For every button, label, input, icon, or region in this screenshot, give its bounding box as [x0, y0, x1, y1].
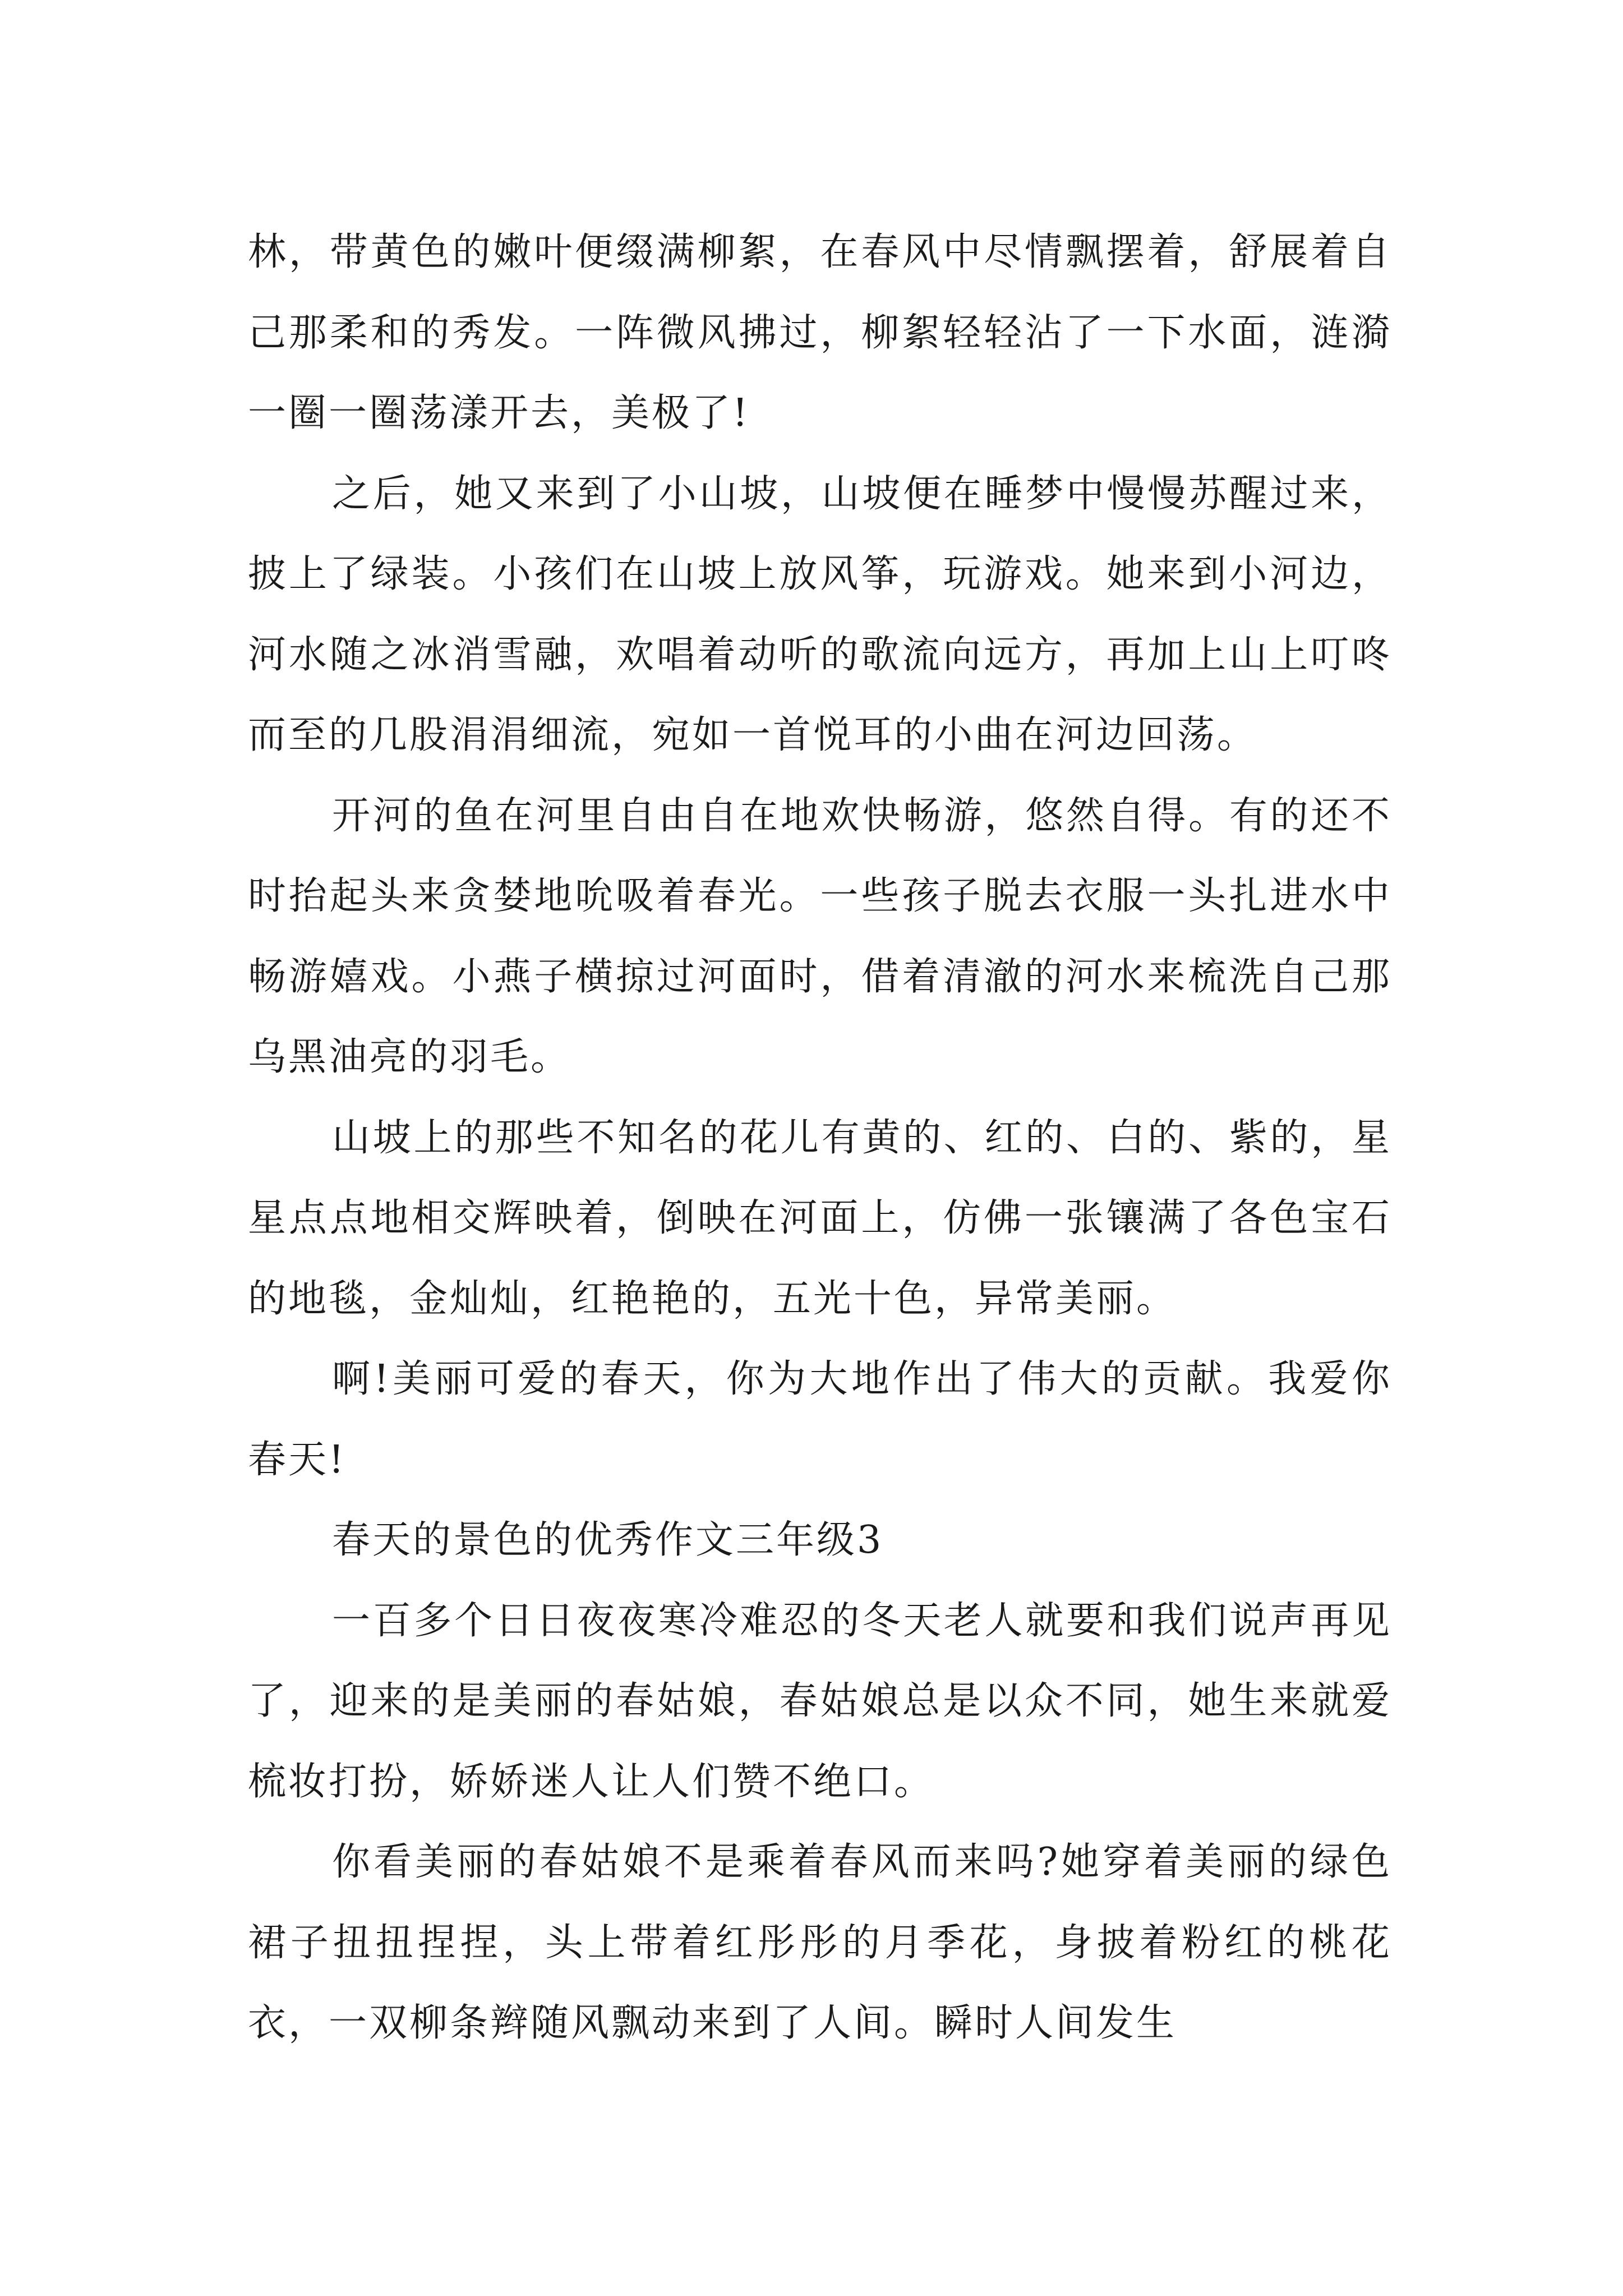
paragraph-1: 林，带黄色的嫩叶便缀满柳絮，在春风中尽情飘摆着，舒展着自己那柔和的秀发。一阵微风拂过，柳絮轻轻沾了一下水面，涟漪一圈一圈荡漾开去，美极了!: [248, 230, 1392, 435]
paragraph-8: 你看美丽的春姑娘不是乘着春风而来吗?她穿着美丽的绿色裙子扭扭捏捏，头上带着红彤彤的月季花，身披着粉红的桃花衣，一双柳条辫随风飘动来到了人间。瞬时人间发生: [248, 1840, 1392, 2045]
paragraph-3: 开河的鱼在河里自由自在地欢快畅游，悠然自得。有的还不时抬起头来贪婪地吮吸着春光。一些孩子脱去衣服一头扎进水中畅游嬉戏。小燕子横掠过河面时，借着清澈的河水来梳洗自己那乌黑油亮的羽毛。: [248, 793, 1392, 1079]
paragraph-4: 山坡上的那些不知名的花儿有黄的、红的、白的、紫的，星星点点地相交辉映着，倒映在河面上，仿佛一张镶满了各色宝石的地毯，金灿灿，红艳艳的，五光十色，异常美丽。: [248, 1115, 1392, 1321]
paragraph-7: 一百多个日日夜夜寒冷难忍的冬天老人就要和我们说声再见了，迎来的是美丽的春姑娘，春姑娘总是以众不同，她生来就爱梳妆打扮，娇娇迷人让人们赞不绝口。: [248, 1598, 1392, 1804]
section-heading: 春天的景色的优秀作文三年级3: [332, 1518, 884, 1562]
paragraph-2: 之后，她又来到了小山坡，山坡便在睡梦中慢慢苏醒过来，披上了绿装。小孩们在山坡上放风筝，玩游戏。她来到小河边，河水随之冰消雪融，欢唱着动听的歌流向远方，再加上山上叮咚而至的几股涓涓细流，宛如一首悦耳的小曲在河边回荡。: [248, 471, 1392, 757]
paragraph-5: 啊!美丽可爱的春天，你为大地作出了伟大的贡献。我爱你春天!: [248, 1357, 1392, 1482]
document-body: [248, 212, 1392, 2064]
